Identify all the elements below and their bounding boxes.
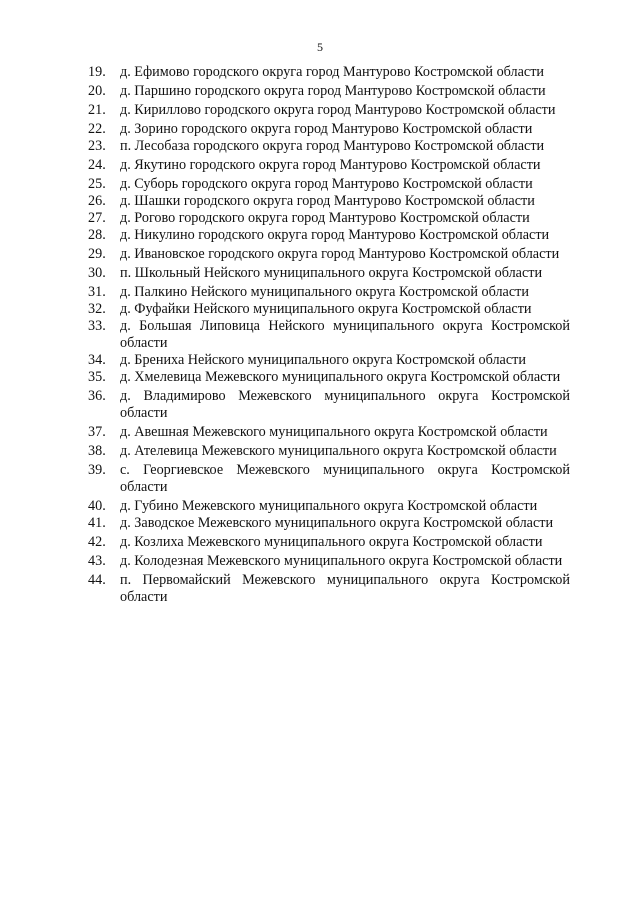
list-item	[88, 176, 570, 193]
list-item	[88, 572, 570, 606]
list-item	[88, 369, 570, 386]
item-text: с. Георгиевское Межевского муниципального округа Костромской области	[120, 462, 570, 495]
item-text: д. Ивановское городского округа город Мантурово Костромской области	[120, 246, 560, 262]
item-number: 19.	[88, 64, 106, 80]
item-text: д. Якутино городского округа город Мантурово Костромской области	[120, 157, 541, 173]
item-text: д. Большая Липовица Нейского муниципального округа Костромской области	[120, 318, 570, 351]
item-number: 44.	[88, 572, 106, 588]
item-number: 40.	[88, 498, 106, 514]
list-item	[88, 83, 570, 100]
list-item	[88, 121, 570, 138]
item-number: 31.	[88, 284, 106, 300]
item-text: п. Лесобаза городского округа город Мантурово Костромской области	[120, 138, 545, 154]
item-text: п. Школьный Нейского муниципального округа Костромской области	[120, 265, 543, 281]
list-item	[88, 157, 570, 174]
list-item	[88, 462, 570, 496]
list-item	[88, 498, 570, 515]
item-number: 39.	[88, 462, 106, 478]
item-number: 41.	[88, 515, 106, 531]
item-number: 26.	[88, 193, 106, 209]
list-item	[88, 102, 570, 119]
item-number: 30.	[88, 265, 106, 281]
item-number: 36.	[88, 388, 106, 404]
list-item	[88, 352, 570, 369]
list-item	[88, 318, 570, 352]
item-text: д. Козлиха Межевского муниципального округа Костромской области	[120, 534, 543, 550]
item-text: д. Палкино Нейского муниципального округа Костромской области	[120, 284, 529, 300]
item-text: д. Ефимово городского округа город Мантурово Костромской области	[120, 64, 544, 80]
item-text: д. Колодезная Межевского муниципального округа Костромской области	[120, 553, 563, 569]
list-item	[88, 210, 570, 227]
list-item	[88, 443, 570, 460]
item-text: д. Фуфайки Нейского муниципального округа Костромской области	[120, 301, 532, 317]
list-item	[88, 138, 570, 155]
item-number: 38.	[88, 443, 106, 459]
item-text: д. Рогово городского округа город Мантурово Костромской области	[120, 210, 530, 226]
list-item	[88, 227, 570, 244]
item-number: 32.	[88, 301, 106, 317]
item-text: д. Хмелевица Межевского муниципального округа Костромской области	[120, 369, 561, 385]
item-number: 24.	[88, 157, 106, 173]
page-number: 5	[317, 40, 323, 54]
item-number: 27.	[88, 210, 106, 226]
item-number: 43.	[88, 553, 106, 569]
list-item	[88, 534, 570, 551]
item-number: 28.	[88, 227, 106, 243]
list-item	[88, 193, 570, 210]
item-number: 23.	[88, 138, 106, 154]
item-text: д. Авешная Межевского муниципального округа Костромской области	[120, 424, 548, 440]
list-item	[88, 265, 570, 282]
list-item	[88, 246, 570, 263]
item-text: д. Губино Межевского муниципального округа Костромской области	[120, 498, 538, 514]
item-text: д. Кириллово городского округа город Мантурово Костромской области	[120, 102, 556, 118]
item-number: 21.	[88, 102, 106, 118]
item-text: д. Суборь городского округа город Мантурово Костромской области	[120, 176, 533, 192]
list-item	[88, 424, 570, 441]
item-number: 37.	[88, 424, 106, 440]
item-number: 35.	[88, 369, 106, 385]
item-text: д. Никулино городского округа город Мантурово Костромской области	[120, 227, 550, 243]
item-number: 34.	[88, 352, 106, 368]
list-item	[88, 64, 570, 81]
item-number: 42.	[88, 534, 106, 550]
list-item	[88, 388, 570, 422]
list-item	[88, 515, 570, 532]
item-text: п. Первомайский Межевского муниципального округа Костромской области	[120, 572, 570, 605]
list-item	[88, 301, 570, 318]
item-number: 33.	[88, 318, 106, 334]
list-item	[88, 284, 570, 301]
item-number: 25.	[88, 176, 106, 192]
item-text: д. Заводское Межевского муниципального округа Костромской области	[120, 515, 554, 531]
item-text: д. Паршино городского округа город Мантурово Костромской области	[120, 83, 546, 99]
item-text: д. Шашки городского округа город Мантурово Костромской области	[120, 193, 535, 209]
item-number: 22.	[88, 121, 106, 137]
settlement-list	[88, 64, 570, 608]
item-text: д. Брениха Нейского муниципального округа Костромской области	[120, 352, 526, 368]
list-item	[88, 553, 570, 570]
item-text: д. Владимирово Межевского муниципального округа Костромской области	[120, 388, 570, 421]
item-number: 29.	[88, 246, 106, 262]
item-text: д. Ателевица Межевского муниципального округа Костромской области	[120, 443, 557, 459]
item-text: д. Зорино городского округа город Мантурово Костромской области	[120, 121, 533, 137]
item-number: 20.	[88, 83, 106, 99]
